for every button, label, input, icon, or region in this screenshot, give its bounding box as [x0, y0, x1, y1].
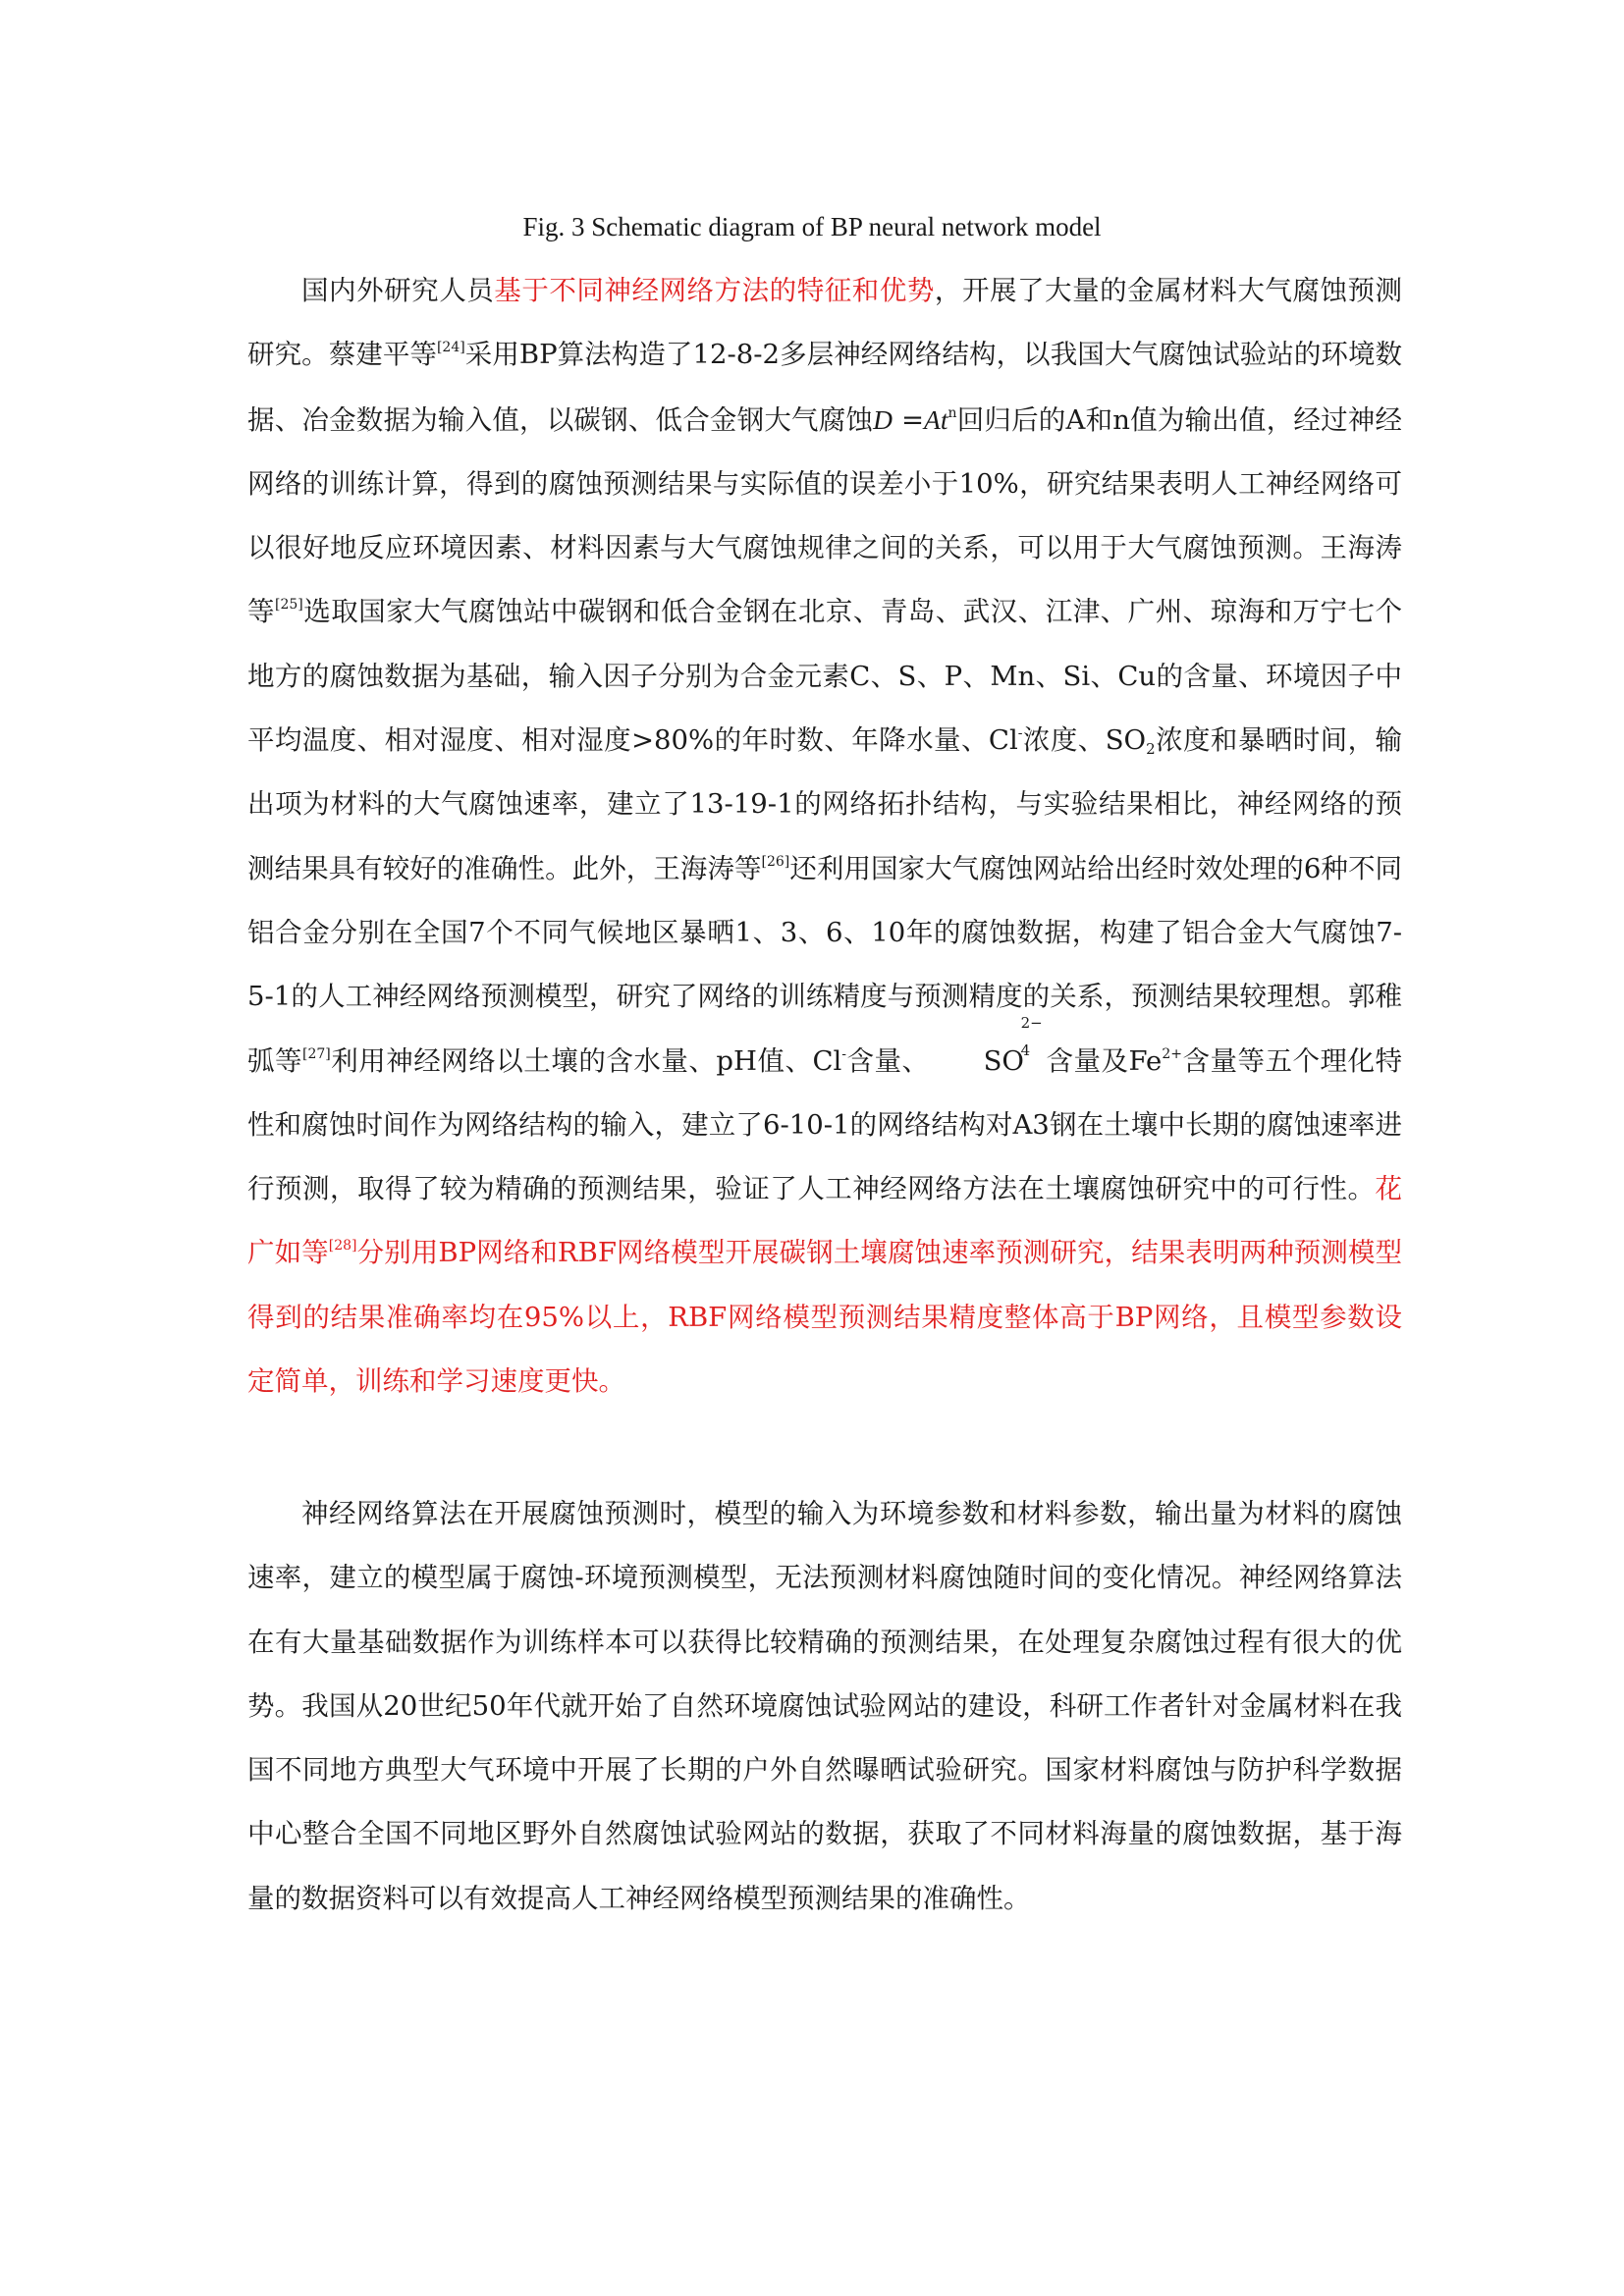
p1-text: 含量等五个理化特性和腐蚀时间作为网络结构的输入，建立了6-10-1的网络结构对A3钢在土壤中长期的腐蚀速率进行预测，取得了较为精确的预测结果，验证了人工神经网络方法在土壤腐蚀研究中的可行性。: [247, 1044, 1403, 1205]
p1-text: 选取国家大气腐蚀站中碳钢和低合金钢在北京、青岛、武汉、江津、广州、琼海和万宁七个地方的腐蚀数据为基础，输入因子分别为合金元素C、S、P、Mn、Si、Cu的含量、环境因子中平均温度、相对湿度、相对湿度>80%的年时数、年降水量、Cl: [247, 596, 1402, 757]
citation-28: [28]: [328, 1238, 357, 1255]
p1-text: 浓度、SO: [1022, 724, 1147, 757]
chloride-charge: -: [841, 1045, 847, 1062]
formula-exponent: n: [947, 404, 957, 421]
p1-text: 还利用国家大气腐蚀网站给出经时效处理的6种不同铝合金分别在全国7个不同气候地区暴晒1、3、6、10年的腐蚀数据，构建了铝合金大气腐蚀7-5-1的人工神经网络预测模型，研究了网络的训练精度与预测精度的关系，预测结果较理想。郭稚弧等: [247, 852, 1403, 1077]
p1-text: 国内外研究人员: [301, 275, 495, 306]
citation-27: [27]: [302, 1045, 331, 1062]
p1-text: 含量、: [846, 1044, 930, 1077]
formula-at: At: [924, 403, 948, 435]
iron-charge: 2+: [1162, 1045, 1182, 1062]
highlighted-text: 花广如等: [247, 1173, 1402, 1269]
p1-text: 利用神经网络以土壤的含水量、pH值、Cl: [330, 1044, 842, 1077]
sulfate-formula: [930, 1013, 1046, 1094]
p1-text: 采用BP算法构造了12-8-2多层神经网络结构，以我国大气腐蚀试验站的环境数据、冶金数据为输入值，以碳钢、低合金钢大气腐蚀: [247, 339, 1403, 436]
chloride-charge: -: [1017, 725, 1023, 742]
p1-text: 回归后的A和n值为输出值，经过神经网络的训练计算，得到的腐蚀预测结果与实际值的误差小于10%，研究结果表明人工神经网络可以很好地反应环境因素、材料因素与大气腐蚀规律之间的关系，可以用于大气腐蚀预测。王海涛等: [247, 403, 1402, 628]
citation-24: [24]: [436, 340, 465, 356]
formula-eq: =: [893, 403, 925, 436]
sulfate-charge: 2−: [1020, 1013, 1043, 1032]
highlighted-text: 分别用BP网络和RBF网络模型开展碳钢土壤腐蚀速率预测研究，结果表明两种预测模型得到的结果准确率均在95%以上，RBF网络模型预测结果精度整体高于BP网络，且模型参数设定简单，训练和学习速度更快。: [247, 1237, 1402, 1398]
p1-text: 浓度和暴晒时间，输出项为材料的大气腐蚀速率，建立了13-19-1的网络拓扑结构，与实验结果相比，神经网络的预测结果具有较好的准确性。此外，王海涛等: [247, 724, 1403, 884]
so2-subscript: 2: [1146, 740, 1156, 759]
citation-26: [26]: [761, 853, 790, 870]
sulfate-subscript: 4: [1020, 1041, 1031, 1059]
p1-text: ，开展了大量的金属材料大气腐蚀预测研究。蔡建平等: [247, 275, 1403, 371]
citation-25: [25]: [274, 597, 303, 614]
paragraph-2: 神经网络算法在开展腐蚀预测时，模型的输入为环境参数和材料参数，输出量为材料的腐蚀速率，建立的模型属于腐蚀-环境预测模型，无法预测材料腐蚀随时间的变化情况。神经网络算法在有大量基础数据作为训练样本可以获得比较精确的预测结果，在处理复杂腐蚀过程有很大的优势。我国从20世纪50年代就开始了自然环境腐蚀试验网站的建设，科研工作者针对金属材料在我国不同地方典型大气环境中开展了长期的户外自然曝晒试验研究。国家材料腐蚀与防护科学数据中心整合全国不同地区野外自然腐蚀试验网站的数据，获取了不同材料海量的腐蚀数据，基于海量的数据资料可以有效提高人工神经网络模型预测结果的准确性。: [247, 1498, 1402, 1914]
paragraph-1: [247, 259, 1402, 1414]
p1-text: 含量及Fe: [1045, 1044, 1163, 1077]
highlighted-text: 基于不同神经网络方法的特征和优势: [494, 275, 935, 306]
formula-d: D: [873, 403, 893, 435]
figure-caption: Fig. 3 Schematic diagram of BP neural network model: [522, 212, 1102, 241]
sulfate-base: SO: [983, 1044, 1024, 1077]
